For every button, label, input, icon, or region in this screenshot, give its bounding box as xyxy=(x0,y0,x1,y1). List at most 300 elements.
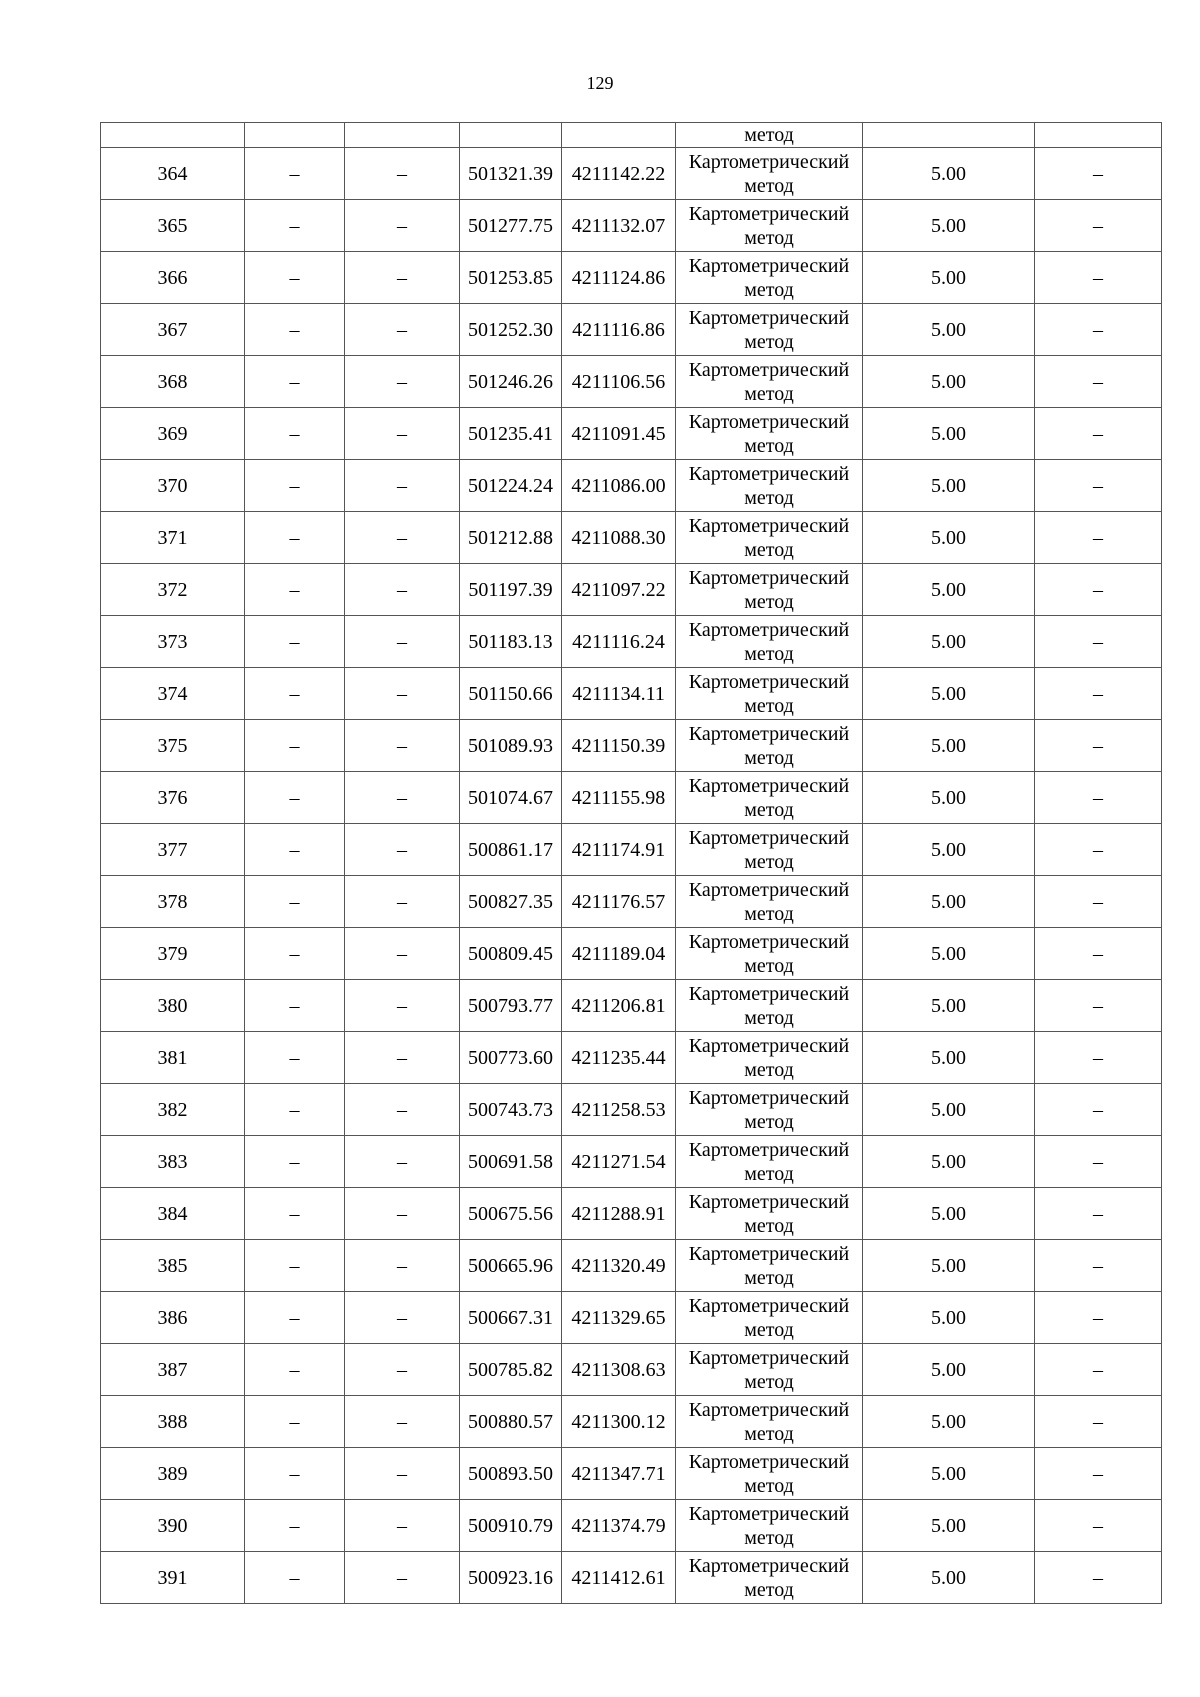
method-cell xyxy=(676,1084,863,1136)
y-coordinate-cell: 4211206.81 xyxy=(562,980,676,1032)
x-coordinate-cell: 500665.96 xyxy=(460,1240,562,1292)
x-coordinate-cell: 501277.75 xyxy=(460,200,562,252)
method-line-1: Картометрический xyxy=(688,1086,850,1109)
accuracy-cell: 5.00 xyxy=(863,980,1035,1032)
table-cell xyxy=(1035,123,1162,148)
point-number-cell: 364 xyxy=(101,148,245,200)
method-cell xyxy=(676,356,863,408)
y-coordinate-cell: 4211320.49 xyxy=(562,1240,676,1292)
dash-cell: – xyxy=(345,1032,460,1084)
accuracy-cell: 5.00 xyxy=(863,512,1035,564)
method-cell xyxy=(676,616,863,668)
method-cell xyxy=(676,824,863,876)
x-coordinate-cell: 501150.66 xyxy=(460,668,562,720)
y-coordinate-cell: 4211300.12 xyxy=(562,1396,676,1448)
method-line-2: метод xyxy=(744,1214,794,1237)
y-coordinate-cell: 4211174.91 xyxy=(562,824,676,876)
table-cell xyxy=(101,123,245,148)
method-line-1: Картометрический xyxy=(688,514,850,537)
dash-cell: – xyxy=(1035,1500,1162,1552)
point-number-cell: 372 xyxy=(101,564,245,616)
dash-cell: – xyxy=(245,1084,345,1136)
accuracy-cell: 5.00 xyxy=(863,668,1035,720)
y-coordinate-cell: 4211412.61 xyxy=(562,1552,676,1604)
y-coordinate-cell: 4211116.24 xyxy=(562,616,676,668)
method-line-1: Картометрический xyxy=(688,306,850,329)
method-line-1: Картометрический xyxy=(688,1190,850,1213)
method-cell xyxy=(676,304,863,356)
method-cell xyxy=(676,1448,863,1500)
method-cell xyxy=(676,408,863,460)
method-line-2: метод xyxy=(744,1058,794,1081)
method-cell xyxy=(676,460,863,512)
table-cell xyxy=(245,123,345,148)
point-number-cell: 369 xyxy=(101,408,245,460)
dash-cell: – xyxy=(1035,408,1162,460)
y-coordinate-cell: 4211134.11 xyxy=(562,668,676,720)
x-coordinate-cell: 500923.16 xyxy=(460,1552,562,1604)
dash-cell: – xyxy=(345,356,460,408)
method-cell xyxy=(676,980,863,1032)
dash-cell: – xyxy=(345,616,460,668)
dash-cell: – xyxy=(1035,148,1162,200)
dash-cell: – xyxy=(1035,1188,1162,1240)
method-cell xyxy=(676,1188,863,1240)
accuracy-cell: 5.00 xyxy=(863,616,1035,668)
method-line-1: Картометрический xyxy=(688,358,850,381)
method-line-2: метод xyxy=(744,694,794,717)
dash-cell: – xyxy=(245,252,345,304)
dash-cell: – xyxy=(345,1084,460,1136)
accuracy-cell: 5.00 xyxy=(863,252,1035,304)
dash-cell: – xyxy=(1035,252,1162,304)
method-cell xyxy=(676,200,863,252)
method-line-2: метод xyxy=(744,1474,794,1497)
dash-cell: – xyxy=(1035,1344,1162,1396)
dash-cell: – xyxy=(345,1396,460,1448)
x-coordinate-cell: 500667.31 xyxy=(460,1292,562,1344)
method-line-1: Картометрический xyxy=(688,150,850,173)
table-row xyxy=(101,772,1162,824)
method-line-1: Картометрический xyxy=(688,1554,850,1577)
x-coordinate-cell: 501253.85 xyxy=(460,252,562,304)
method-line-1: Картометрический xyxy=(688,1398,850,1421)
dash-cell: – xyxy=(345,512,460,564)
x-coordinate-cell: 500827.35 xyxy=(460,876,562,928)
method-cell xyxy=(676,1136,863,1188)
method-cell xyxy=(676,720,863,772)
point-number-cell: 365 xyxy=(101,200,245,252)
dash-cell: – xyxy=(345,876,460,928)
dash-cell: – xyxy=(245,1344,345,1396)
accuracy-cell: 5.00 xyxy=(863,460,1035,512)
dash-cell: – xyxy=(345,200,460,252)
accuracy-cell: 5.00 xyxy=(863,1448,1035,1500)
method-line-1: Картометрический xyxy=(688,1242,850,1265)
dash-cell: – xyxy=(1035,564,1162,616)
x-coordinate-cell: 500893.50 xyxy=(460,1448,562,1500)
dash-cell: – xyxy=(1035,1292,1162,1344)
y-coordinate-cell: 4211288.91 xyxy=(562,1188,676,1240)
method-line-2: метод xyxy=(744,746,794,769)
accuracy-cell: 5.00 xyxy=(863,1396,1035,1448)
y-coordinate-cell: 4211124.86 xyxy=(562,252,676,304)
dash-cell: – xyxy=(1035,304,1162,356)
y-coordinate-cell: 4211374.79 xyxy=(562,1500,676,1552)
table-row xyxy=(101,408,1162,460)
x-coordinate-cell: 501235.41 xyxy=(460,408,562,460)
method-cell xyxy=(676,1344,863,1396)
x-coordinate-cell: 500793.77 xyxy=(460,980,562,1032)
method-line-1: Картометрический xyxy=(688,618,850,641)
x-coordinate-cell: 501252.30 xyxy=(460,304,562,356)
dash-cell: – xyxy=(345,980,460,1032)
method-line-2: метод xyxy=(744,226,794,249)
accuracy-cell: 5.00 xyxy=(863,564,1035,616)
method-line-1: Картометрический xyxy=(688,982,850,1005)
table-row xyxy=(101,1292,1162,1344)
table-row xyxy=(101,720,1162,772)
dash-cell: – xyxy=(245,824,345,876)
accuracy-cell: 5.00 xyxy=(863,1240,1035,1292)
point-number-cell: 373 xyxy=(101,616,245,668)
x-coordinate-cell: 500785.82 xyxy=(460,1344,562,1396)
point-number-cell: 384 xyxy=(101,1188,245,1240)
y-coordinate-cell: 4211086.00 xyxy=(562,460,676,512)
dash-cell: – xyxy=(245,720,345,772)
method-line-2: метод xyxy=(744,798,794,821)
page-number: 129 xyxy=(586,73,614,93)
accuracy-cell: 5.00 xyxy=(863,408,1035,460)
dash-cell: – xyxy=(345,564,460,616)
method-line-2: метод xyxy=(744,1578,794,1601)
dash-cell: – xyxy=(1035,1240,1162,1292)
y-coordinate-cell: 4211271.54 xyxy=(562,1136,676,1188)
accuracy-cell: 5.00 xyxy=(863,1188,1035,1240)
dash-cell: – xyxy=(1035,1084,1162,1136)
method-cell xyxy=(676,1396,863,1448)
dash-cell: – xyxy=(1035,772,1162,824)
method-line-1: Картометрический xyxy=(688,1450,850,1473)
method-line-2: метод xyxy=(744,642,794,665)
dash-cell: – xyxy=(345,408,460,460)
table-cell xyxy=(345,123,460,148)
point-number-cell: 388 xyxy=(101,1396,245,1448)
method-line-2: метод xyxy=(744,382,794,405)
dash-cell: – xyxy=(1035,720,1162,772)
method-line-1: Картометрический xyxy=(688,774,850,797)
x-coordinate-cell: 501089.93 xyxy=(460,720,562,772)
dash-cell: – xyxy=(245,980,345,1032)
table-row xyxy=(101,876,1162,928)
dash-cell: – xyxy=(245,928,345,980)
method-line-1: Картометрический xyxy=(688,462,850,485)
table-row xyxy=(101,1448,1162,1500)
method-line-1: Картометрический xyxy=(688,1294,850,1317)
dash-cell: – xyxy=(345,148,460,200)
table-row xyxy=(101,1136,1162,1188)
point-number-cell: 379 xyxy=(101,928,245,980)
y-coordinate-cell: 4211189.04 xyxy=(562,928,676,980)
table-row xyxy=(101,928,1162,980)
y-coordinate-cell: 4211116.86 xyxy=(562,304,676,356)
method-line-2: метод xyxy=(744,330,794,353)
dash-cell: – xyxy=(345,928,460,980)
accuracy-cell: 5.00 xyxy=(863,720,1035,772)
point-number-cell: 390 xyxy=(101,1500,245,1552)
x-coordinate-cell: 501212.88 xyxy=(460,512,562,564)
method-cell xyxy=(676,928,863,980)
accuracy-cell: 5.00 xyxy=(863,356,1035,408)
point-number-cell: 382 xyxy=(101,1084,245,1136)
y-coordinate-cell: 4211088.30 xyxy=(562,512,676,564)
point-number-cell: 377 xyxy=(101,824,245,876)
method-line-2: метод xyxy=(744,590,794,613)
table-row xyxy=(101,1188,1162,1240)
method-line-1: Картометрический xyxy=(688,1138,850,1161)
dash-cell: – xyxy=(245,460,345,512)
method-line-2: метод xyxy=(744,902,794,925)
method-cell xyxy=(676,564,863,616)
x-coordinate-cell: 500691.58 xyxy=(460,1136,562,1188)
method-cell xyxy=(676,876,863,928)
point-number-cell: 391 xyxy=(101,1552,245,1604)
dash-cell: – xyxy=(245,564,345,616)
point-number-cell: 386 xyxy=(101,1292,245,1344)
dash-cell: – xyxy=(345,824,460,876)
point-number-cell: 383 xyxy=(101,1136,245,1188)
dash-cell: – xyxy=(245,408,345,460)
dash-cell: – xyxy=(245,1240,345,1292)
dash-cell: – xyxy=(345,460,460,512)
x-coordinate-cell: 501246.26 xyxy=(460,356,562,408)
table-row xyxy=(101,200,1162,252)
method-line-1: Картометрический xyxy=(688,878,850,901)
point-number-cell: 385 xyxy=(101,1240,245,1292)
x-coordinate-cell: 501197.39 xyxy=(460,564,562,616)
dash-cell: – xyxy=(345,252,460,304)
table-row xyxy=(101,668,1162,720)
dash-cell: – xyxy=(245,668,345,720)
y-coordinate-cell: 4211155.98 xyxy=(562,772,676,824)
dash-cell: – xyxy=(1035,928,1162,980)
accuracy-cell: 5.00 xyxy=(863,1136,1035,1188)
dash-cell: – xyxy=(245,512,345,564)
accuracy-cell: 5.00 xyxy=(863,876,1035,928)
method-line-2: метод xyxy=(744,1110,794,1133)
dash-cell: – xyxy=(1035,876,1162,928)
table-row xyxy=(101,1396,1162,1448)
table-row xyxy=(101,1344,1162,1396)
method-line-2: метод xyxy=(744,1006,794,1029)
point-number-cell: 370 xyxy=(101,460,245,512)
x-coordinate-cell: 501321.39 xyxy=(460,148,562,200)
method-line-1: Картометрический xyxy=(688,410,850,433)
method-line-1: Картометрический xyxy=(688,202,850,225)
x-coordinate-cell: 501074.67 xyxy=(460,772,562,824)
dash-cell: – xyxy=(245,1292,345,1344)
table-row xyxy=(101,1084,1162,1136)
y-coordinate-cell: 4211308.63 xyxy=(562,1344,676,1396)
dash-cell: – xyxy=(345,1344,460,1396)
dash-cell: – xyxy=(245,1448,345,1500)
y-coordinate-cell: 4211132.07 xyxy=(562,200,676,252)
accuracy-cell: 5.00 xyxy=(863,200,1035,252)
dash-cell: – xyxy=(345,1292,460,1344)
accuracy-cell: 5.00 xyxy=(863,148,1035,200)
method-cell-continued: метод xyxy=(676,123,863,148)
dash-cell: – xyxy=(1035,616,1162,668)
dash-cell: – xyxy=(345,1188,460,1240)
point-number-cell: 366 xyxy=(101,252,245,304)
point-number-cell: 367 xyxy=(101,304,245,356)
table-cell xyxy=(863,123,1035,148)
method-line-2: метод xyxy=(744,434,794,457)
y-coordinate-cell: 4211097.22 xyxy=(562,564,676,616)
table-row xyxy=(101,304,1162,356)
table-body xyxy=(101,123,1162,1604)
dash-cell: – xyxy=(1035,1032,1162,1084)
dash-cell: – xyxy=(1035,1552,1162,1604)
table-row xyxy=(101,980,1162,1032)
method-line-2: метод xyxy=(744,1370,794,1393)
y-coordinate-cell: 4211091.45 xyxy=(562,408,676,460)
point-number-cell: 380 xyxy=(101,980,245,1032)
x-coordinate-cell: 501224.24 xyxy=(460,460,562,512)
y-coordinate-cell: 4211235.44 xyxy=(562,1032,676,1084)
method-line-1: Картометрический xyxy=(688,670,850,693)
point-number-cell: 387 xyxy=(101,1344,245,1396)
dash-cell: – xyxy=(245,772,345,824)
dash-cell: – xyxy=(345,1500,460,1552)
point-number-cell: 378 xyxy=(101,876,245,928)
dash-cell: – xyxy=(1035,200,1162,252)
y-coordinate-cell: 4211347.71 xyxy=(562,1448,676,1500)
dash-cell: – xyxy=(245,1500,345,1552)
dash-cell: – xyxy=(1035,1136,1162,1188)
x-coordinate-cell: 500773.60 xyxy=(460,1032,562,1084)
table-row xyxy=(101,616,1162,668)
dash-cell: – xyxy=(245,1136,345,1188)
dash-cell: – xyxy=(245,1552,345,1604)
dash-cell: – xyxy=(345,1136,460,1188)
method-line-1: Картометрический xyxy=(688,722,850,745)
dash-cell: – xyxy=(245,1396,345,1448)
table-row-continued xyxy=(101,123,1162,148)
method-cell xyxy=(676,252,863,304)
dash-cell: – xyxy=(345,668,460,720)
x-coordinate-cell: 501183.13 xyxy=(460,616,562,668)
table-row xyxy=(101,148,1162,200)
y-coordinate-cell: 4211150.39 xyxy=(562,720,676,772)
method-line-2: метод xyxy=(744,1526,794,1549)
accuracy-cell: 5.00 xyxy=(863,928,1035,980)
x-coordinate-cell: 500861.17 xyxy=(460,824,562,876)
accuracy-cell: 5.00 xyxy=(863,1084,1035,1136)
y-coordinate-cell: 4211142.22 xyxy=(562,148,676,200)
dash-cell: – xyxy=(1035,824,1162,876)
method-cell xyxy=(676,1552,863,1604)
y-coordinate-cell: 4211258.53 xyxy=(562,1084,676,1136)
method-cell xyxy=(676,148,863,200)
method-line-1: Картометрический xyxy=(688,566,850,589)
method-line-1: Картометрический xyxy=(688,1034,850,1057)
method-line-2: метод xyxy=(744,1422,794,1445)
point-number-cell: 376 xyxy=(101,772,245,824)
method-line-1: Картометрический xyxy=(688,1346,850,1369)
table-row xyxy=(101,824,1162,876)
method-cell xyxy=(676,772,863,824)
x-coordinate-cell: 500880.57 xyxy=(460,1396,562,1448)
table-row xyxy=(101,512,1162,564)
table-row xyxy=(101,1552,1162,1604)
table-row xyxy=(101,460,1162,512)
method-line-1: Картометрический xyxy=(688,930,850,953)
x-coordinate-cell: 500675.56 xyxy=(460,1188,562,1240)
dash-cell: – xyxy=(1035,460,1162,512)
table-cell xyxy=(562,123,676,148)
dash-cell: – xyxy=(245,200,345,252)
accuracy-cell: 5.00 xyxy=(863,1552,1035,1604)
method-line-2: метод xyxy=(744,954,794,977)
dash-cell: – xyxy=(1035,512,1162,564)
x-coordinate-cell: 500910.79 xyxy=(460,1500,562,1552)
accuracy-cell: 5.00 xyxy=(863,1032,1035,1084)
method-line-2: метод xyxy=(744,850,794,873)
accuracy-cell: 5.00 xyxy=(863,1344,1035,1396)
method-line-1: Картометрический xyxy=(688,1502,850,1525)
table-row xyxy=(101,1500,1162,1552)
dash-cell: – xyxy=(245,876,345,928)
dash-cell: – xyxy=(245,148,345,200)
point-number-cell: 368 xyxy=(101,356,245,408)
dash-cell: – xyxy=(1035,1396,1162,1448)
dash-cell: – xyxy=(245,1032,345,1084)
table-row xyxy=(101,1240,1162,1292)
dash-cell: – xyxy=(245,616,345,668)
method-line-2: метод xyxy=(744,1162,794,1185)
dash-cell: – xyxy=(345,720,460,772)
method-line-2: метод xyxy=(744,1266,794,1289)
dash-cell: – xyxy=(245,356,345,408)
method-line-1: Картометрический xyxy=(688,826,850,849)
x-coordinate-cell: 500809.45 xyxy=(460,928,562,980)
table-cell xyxy=(460,123,562,148)
method-line-2: метод xyxy=(744,1318,794,1341)
dash-cell: – xyxy=(345,1240,460,1292)
dash-cell: – xyxy=(345,304,460,356)
method-line-1: Картометрический xyxy=(688,254,850,277)
accuracy-cell: 5.00 xyxy=(863,1500,1035,1552)
point-number-cell: 374 xyxy=(101,668,245,720)
method-line-2: метод xyxy=(744,278,794,301)
method-cell xyxy=(676,668,863,720)
method-cell xyxy=(676,1292,863,1344)
dash-cell: – xyxy=(345,1552,460,1604)
accuracy-cell: 5.00 xyxy=(863,772,1035,824)
table-row xyxy=(101,252,1162,304)
accuracy-cell: 5.00 xyxy=(863,304,1035,356)
table-row xyxy=(101,564,1162,616)
y-coordinate-cell: 4211106.56 xyxy=(562,356,676,408)
y-coordinate-cell: 4211176.57 xyxy=(562,876,676,928)
dash-cell: – xyxy=(1035,980,1162,1032)
dash-cell: – xyxy=(245,1188,345,1240)
point-number-cell: 375 xyxy=(101,720,245,772)
accuracy-cell: 5.00 xyxy=(863,824,1035,876)
dash-cell: – xyxy=(1035,1448,1162,1500)
dash-cell: – xyxy=(1035,668,1162,720)
